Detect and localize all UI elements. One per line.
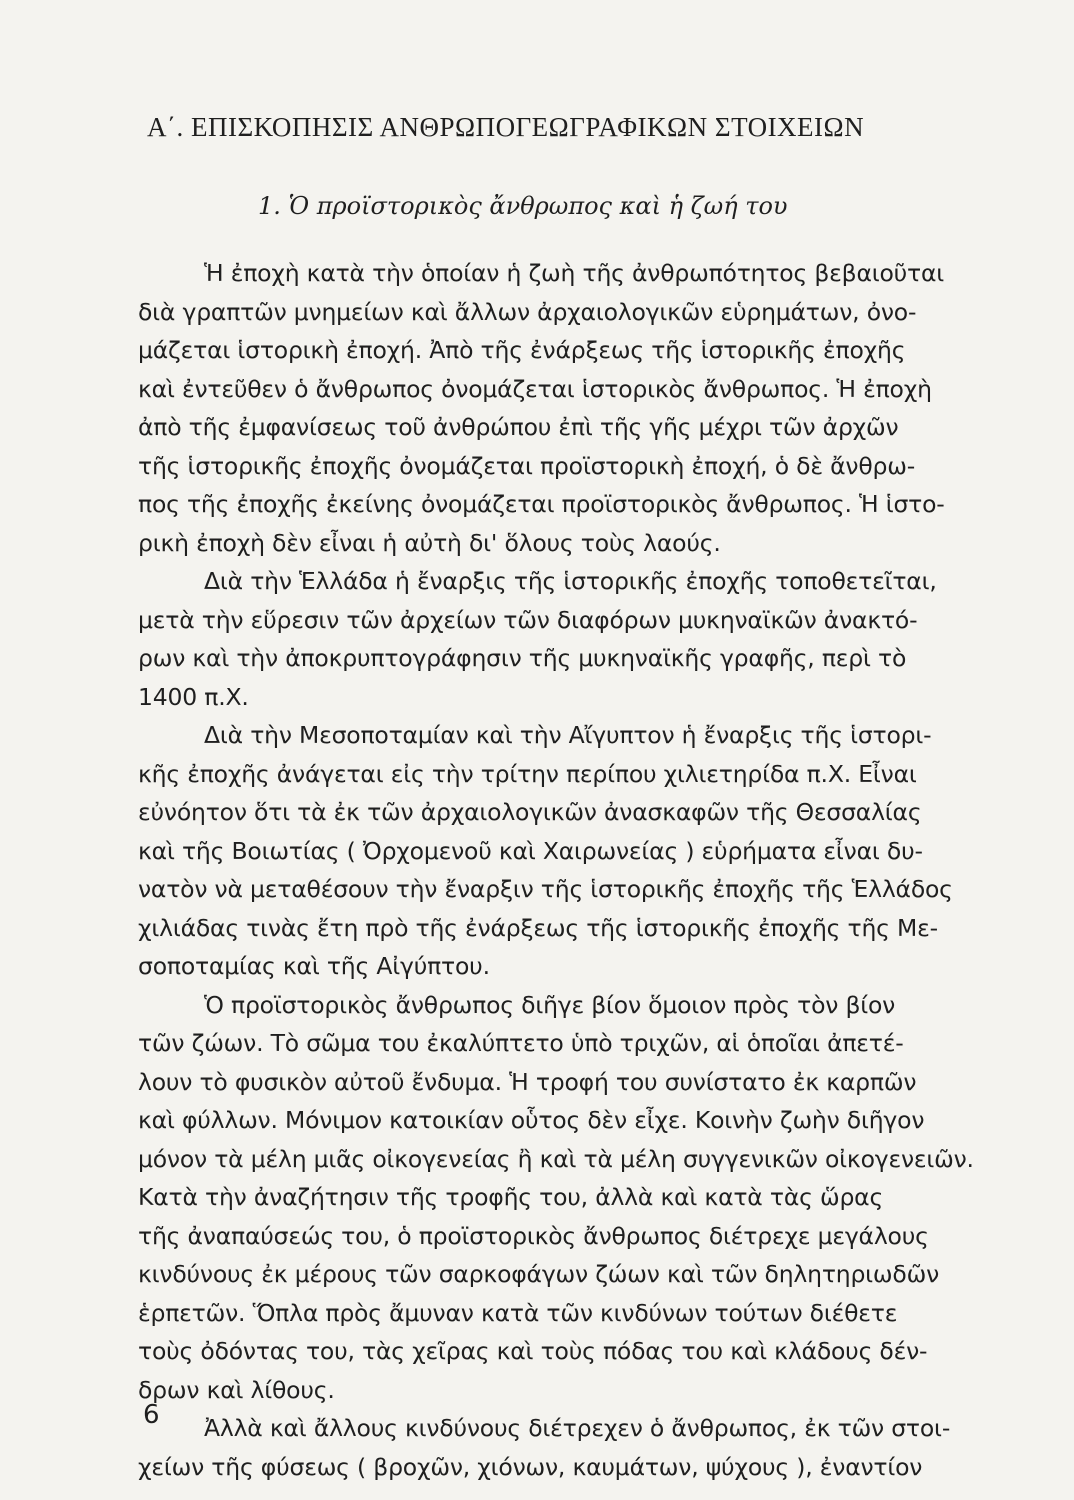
text-line: νατὸν νὰ μεταθέσουν τὴν ἔναρξιν τῆς ἱστορικῆς ἐποχῆς τῆς Ἑλλάδος [138,875,953,903]
text-line: Διὰ τὴν Ἑλλάδα ἡ ἔναρξις τῆς ἱστορικῆς ἐποχῆς τοποθετεῖται, [204,567,937,595]
text-line: χιλιάδας τινὰς ἔτη πρὸ τῆς ἐνάρξεως τῆς ἱστορικῆς ἐποχῆς τῆς Με- [138,913,938,942]
text-line: χείων τῆς φύσεως ( βροχῶν, χιόνων, καυμάτων, ψύχους ), ἐναντίον [138,1452,923,1481]
text-line: τῶν ζώων. Τὸ σῶμα του ἐκαλύπτετο ὑπὸ τριχῶν, αἱ ὁποῖαι ἀπετέ- [138,1029,904,1057]
body-text [138,254,978,1486]
page-number: 6 [143,1400,160,1430]
text-line: κινδύνους ἐκ μέρους τῶν σαρκοφάγων ζώων καὶ τῶν δηλητηριωδῶν [138,1260,939,1288]
text-line: Ὁ προϊστορικὸς ἄνθρωπος διῆγε βίον ὅμοιον πρὸς τὸν βίον [204,990,896,1019]
text-line: ἑρπετῶν. Ὅπλα πρὸς ἄμυναν κατὰ τῶν κινδύνων τούτων διέθετε [138,1298,898,1327]
text-line: μάζεται ἱστορικὴ ἐποχή. Ἀπὸ τῆς ἐνάρξεως τῆς ἱστορικῆς ἐποχῆς [138,336,906,364]
text-line: ρων καὶ τὴν ἀποκρυπτογράφησιν τῆς μυκηναϊκῆς γραφῆς, περὶ τὸ [138,644,907,672]
text-line: διὰ γραπτῶν μνημείων καὶ ἄλλων ἀρχαιολογικῶν εὑρημάτων, ὀνο- [138,297,917,326]
text-line: τῆς ἀναπαύσεώς του, ὁ προϊστορικὸς ἄνθρωπος διέτρεχε μεγάλους [138,1221,929,1250]
chapter-title: Α΄. ΕΠΙΣΚΟΠΗΣΙΣ ΑΝΘΡΩΠΟΓΕΩΓΡΑΦΙΚΩΝ ΣΤΟΙΧΕΙΩΝ [147,112,865,142]
text-line: 1400 π.Χ. [138,682,249,711]
text-line: σοποταμίας καὶ τῆς Αἰγύπτου. [138,952,490,980]
text-line: Διὰ τὴν Μεσοποταμίαν καὶ τὴν Αἴγυπτον ἡ ἔναρξις τῆς ἱστορι- [204,721,932,749]
text-line: δρων καὶ λίθους. [138,1375,335,1404]
section-title: 1. Ὁ προϊστορικὸς ἄνθρωπος καὶ ἡ ζωή του [258,192,788,220]
text-line: λουν τὸ φυσικὸν αὐτοῦ ἔνδυμα. Ἡ τροφή του συνίστατο ἐκ καρπῶν [138,1067,917,1096]
text-line: εὐνόητον ὅτι τὰ ἐκ τῶν ἀρχαιολογικῶν ἀνασκαφῶν τῆς Θεσσαλίας [138,798,922,826]
text-line: ἀπὸ τῆς ἐμφανίσεως τοῦ ἀνθρώπου ἐπὶ τῆς γῆς μέχρι τῶν ἀρχῶν [138,413,899,441]
text-line: τῆς ἱστορικῆς ἐποχῆς ὀνομάζεται προϊστορικὴ ἐποχή, ὁ δὲ ἄνθρω- [138,451,915,480]
text-line: καὶ ἐντεῦθεν ὁ ἄνθρωπος ὀνομάζεται ἱστορικὸς ἄνθρωπος. Ἡ ἐποχὴ [138,374,932,403]
text-line: καὶ φύλλων. Μόνιμον κατοικίαν οὗτος δὲν εἶχε. Κοινὴν ζωὴν διῆγον [138,1106,925,1134]
text-line: πος τῆς ἐποχῆς ἐκείνης ὀνομάζεται προϊστορικὸς ἄνθρωπος. Ἡ ἱστο- [138,490,945,518]
text-line: Ἡ ἐποχὴ κατὰ τὴν ὁποίαν ἡ ζωὴ τῆς ἀνθρωπότητος βεβαιοῦται [204,259,945,287]
text-line: καὶ τῆς Βοιωτίας ( Ὀρχομενοῦ καὶ Χαιρωνείας ) εὑρήματα εἶναι δυ- [138,836,923,865]
text-line: Κατὰ τὴν ἀναζήτησιν τῆς τροφῆς του, ἀλλὰ καὶ κατὰ τὰς ὥρας [138,1183,884,1211]
text-line: Ἀλλὰ καὶ ἄλλους κινδύνους διέτρεχεν ὁ ἄνθρωπος, ἐκ τῶν στοι- [204,1414,951,1442]
text-line: μετὰ τὴν εὕρεσιν τῶν ἀρχείων τῶν διαφόρων μυκηναϊκῶν ἀνακτό- [138,605,918,634]
text-line: τοὺς ὀδόντας του, τὰς χεῖρας καὶ τοὺς πόδας του καὶ κλάδους δέν- [138,1337,928,1365]
text-line: κῆς ἐποχῆς ἀνάγεται εἰς τὴν τρίτην περίπου χιλιετηρίδα π.Χ. Εἶναι [138,759,917,788]
text-line: μόνον τὰ μέλη μιᾶς οἰκογενείας ἢ καὶ τὰ μέλη συγγενικῶν οἰκογενειῶν. [138,1144,974,1173]
text-line: ρικὴ ἐποχὴ δὲν εἶναι ἡ αὐτὴ δι' ὅλους τοὺς λαούς. [138,528,721,557]
